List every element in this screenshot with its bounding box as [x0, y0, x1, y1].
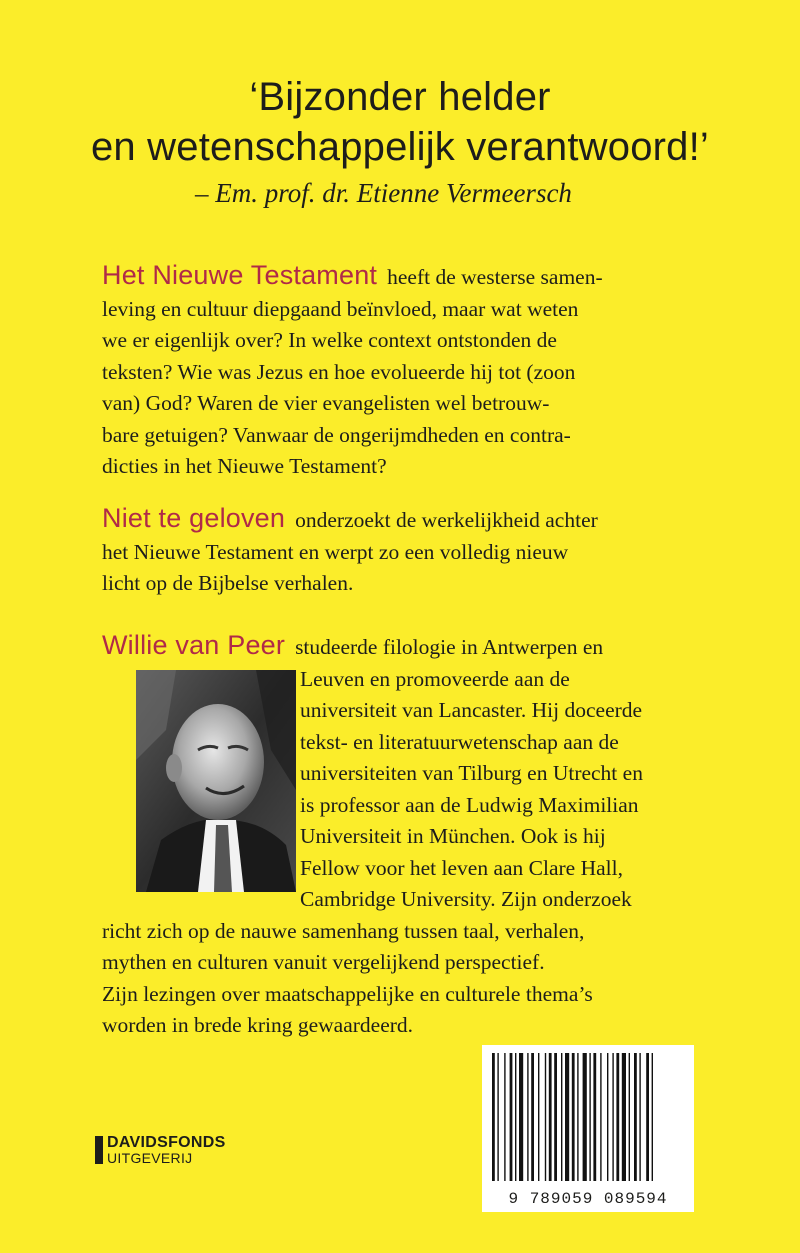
barcode-bar	[545, 1053, 546, 1181]
text-line: universiteiten van Tilburg en Utrecht en	[300, 761, 643, 785]
barcode-bar	[549, 1053, 552, 1181]
barcode-bar	[497, 1053, 498, 1181]
text-line: mythen en culturen vanuit vergelijkend perspectief.	[102, 950, 545, 974]
barcode-bar	[510, 1053, 513, 1181]
text-line: richt zich op de nauwe samenhang tussen taal, verhalen,	[102, 918, 585, 943]
barcode-bar	[531, 1053, 534, 1181]
barcode-bar	[572, 1053, 575, 1181]
barcode-bar	[616, 1053, 619, 1181]
text-line: het Nieuwe Testament en werpt zo een volledig nieuw	[102, 539, 569, 564]
text-line: tekst- en literatuurwetenschap aan de	[300, 729, 619, 754]
text-line: Leuven en promoveerde aan de	[300, 666, 570, 691]
text-line: Zijn lezingen over maatschappelijke en culturele thema’s	[102, 981, 593, 1006]
heading-niet-te-geloven: Niet te geloven	[102, 503, 286, 533]
barcode-bar	[538, 1053, 539, 1181]
publisher-subtitle: UITGEVERIJ	[107, 1150, 193, 1166]
barcode-bar	[629, 1053, 630, 1181]
barcode-bar	[634, 1053, 637, 1181]
isbn-barcode	[482, 1045, 694, 1212]
text-line: Cambridge University. Zijn onderzoek	[300, 887, 632, 911]
quote-line-2: en wetenschappelijk verantwoord!’	[90, 125, 710, 169]
barcode-bar	[515, 1053, 516, 1181]
barcode-bar	[607, 1053, 608, 1181]
barcode-bar	[504, 1053, 505, 1181]
heading-author-name: Willie van Peer	[102, 630, 286, 660]
barcode-bar	[652, 1053, 653, 1181]
quote-line-1: ‘Bijzonder helder	[249, 75, 551, 119]
barcode-bars	[482, 1045, 694, 1185]
text-line: bare getuigen? Vanwaar de ongerijmdheden en contra-	[102, 422, 571, 447]
text-line: teksten? Wie was Jezus en hoe evolueerde hij tot (zoon	[102, 359, 576, 384]
barcode-bar	[583, 1053, 587, 1181]
text-line: studeerde filologie in Antwerpen en	[295, 635, 604, 659]
barcode-bar	[565, 1053, 569, 1181]
section-niet-te-geloven	[102, 503, 722, 600]
text-line: licht op de Bijbelse verhalen.	[102, 571, 354, 595]
isbn-number: 9 789059 089594	[508, 1190, 668, 1208]
text-line: Universiteit in München. Ook is hij	[300, 824, 606, 848]
barcode-bar	[600, 1053, 601, 1181]
text-line: worden in brede kring gewaardeerd.	[102, 1013, 414, 1037]
publisher-logo	[95, 1134, 226, 1166]
barcode-bar	[554, 1053, 557, 1181]
barcode-bar	[561, 1053, 562, 1181]
section-new-testament	[102, 260, 722, 483]
barcode-bar	[527, 1053, 528, 1181]
text-line: is professor aan de Ludwig Maximilian	[300, 792, 639, 817]
barcode-bar	[639, 1053, 640, 1181]
text-line: dicties in het Nieuwe Testament?	[102, 454, 387, 478]
barcode-bar	[519, 1053, 523, 1181]
quote-attribution: – Em. prof. dr. Etienne Vermeersch	[195, 178, 572, 208]
cover-quote	[0, 72, 800, 172]
barcode-bar	[589, 1053, 590, 1181]
barcode-bar	[612, 1053, 613, 1181]
text-line: we er eigenlijk over? In welke context ontstonden de	[102, 328, 557, 352]
text-line: Fellow voor het leven aan Clare Hall,	[300, 855, 623, 880]
publisher-mark-icon	[95, 1136, 103, 1164]
barcode-bar	[492, 1053, 495, 1181]
text-line: universiteit van Lancaster. Hij doceerde	[300, 698, 643, 722]
publisher-name: DAVIDSFONDS	[107, 1134, 226, 1151]
barcode-bar	[622, 1053, 626, 1181]
text-line: onderzoekt de werkelijkheid achter	[295, 508, 598, 532]
text-line: leving en cultuur diepgaand beïnvloed, maar wat weten	[102, 296, 579, 321]
barcode-bar	[577, 1053, 578, 1181]
barcode-bar	[646, 1053, 649, 1181]
heading-new-testament: Het Nieuwe Testament	[102, 260, 378, 290]
text-line: heeft de westerse samen-	[387, 265, 603, 289]
barcode-bar	[593, 1053, 596, 1181]
text-line: van) God? Waren de vier evangelisten wel betrouw-	[102, 391, 550, 415]
section-author-bio	[102, 630, 722, 1042]
